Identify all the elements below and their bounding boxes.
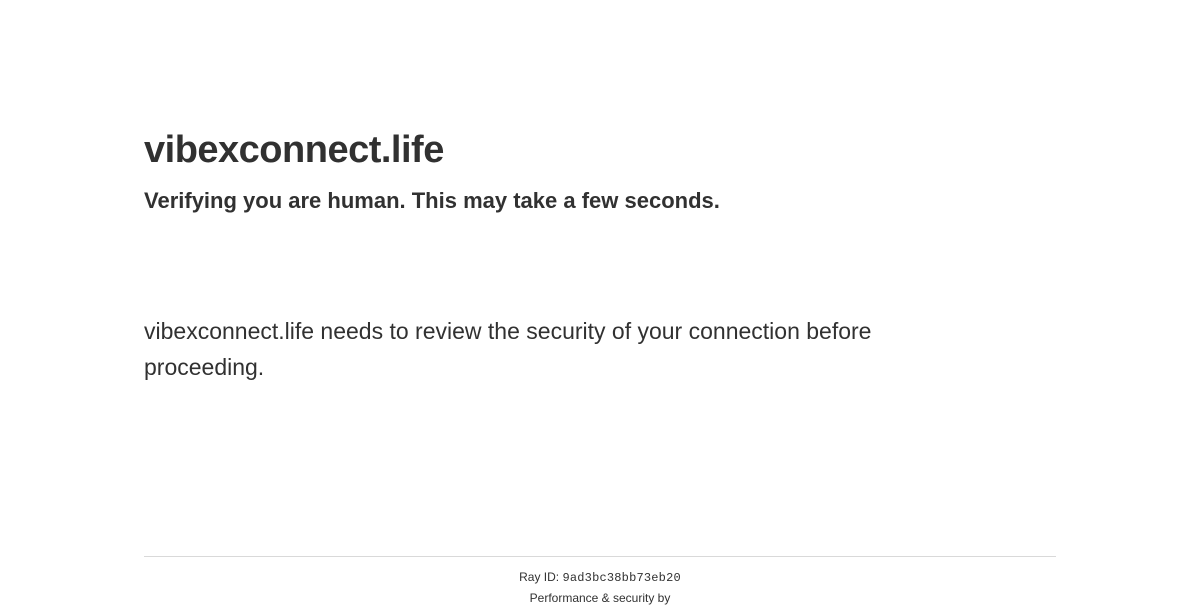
footer-attribution-text: Performance & security by (529, 591, 671, 605)
footer-inner (144, 557, 1056, 606)
page-footer (144, 556, 1056, 606)
challenge-content (144, 0, 1056, 385)
challenge-widget-area[interactable] (144, 215, 1056, 295)
verification-status-text: Verifying you are human. This may take a few seconds. (144, 187, 720, 213)
footer-attribution (144, 586, 1056, 606)
ray-id-row (144, 569, 1056, 586)
challenge-description: vibexconnect.life needs to review the security of your connection before proceeding. (144, 318, 872, 381)
page-title: vibexconnect.life (144, 129, 444, 171)
ray-id-value: 9ad3bc38bb73eb20 (562, 571, 681, 585)
ray-id-label: Ray ID: (519, 570, 560, 584)
